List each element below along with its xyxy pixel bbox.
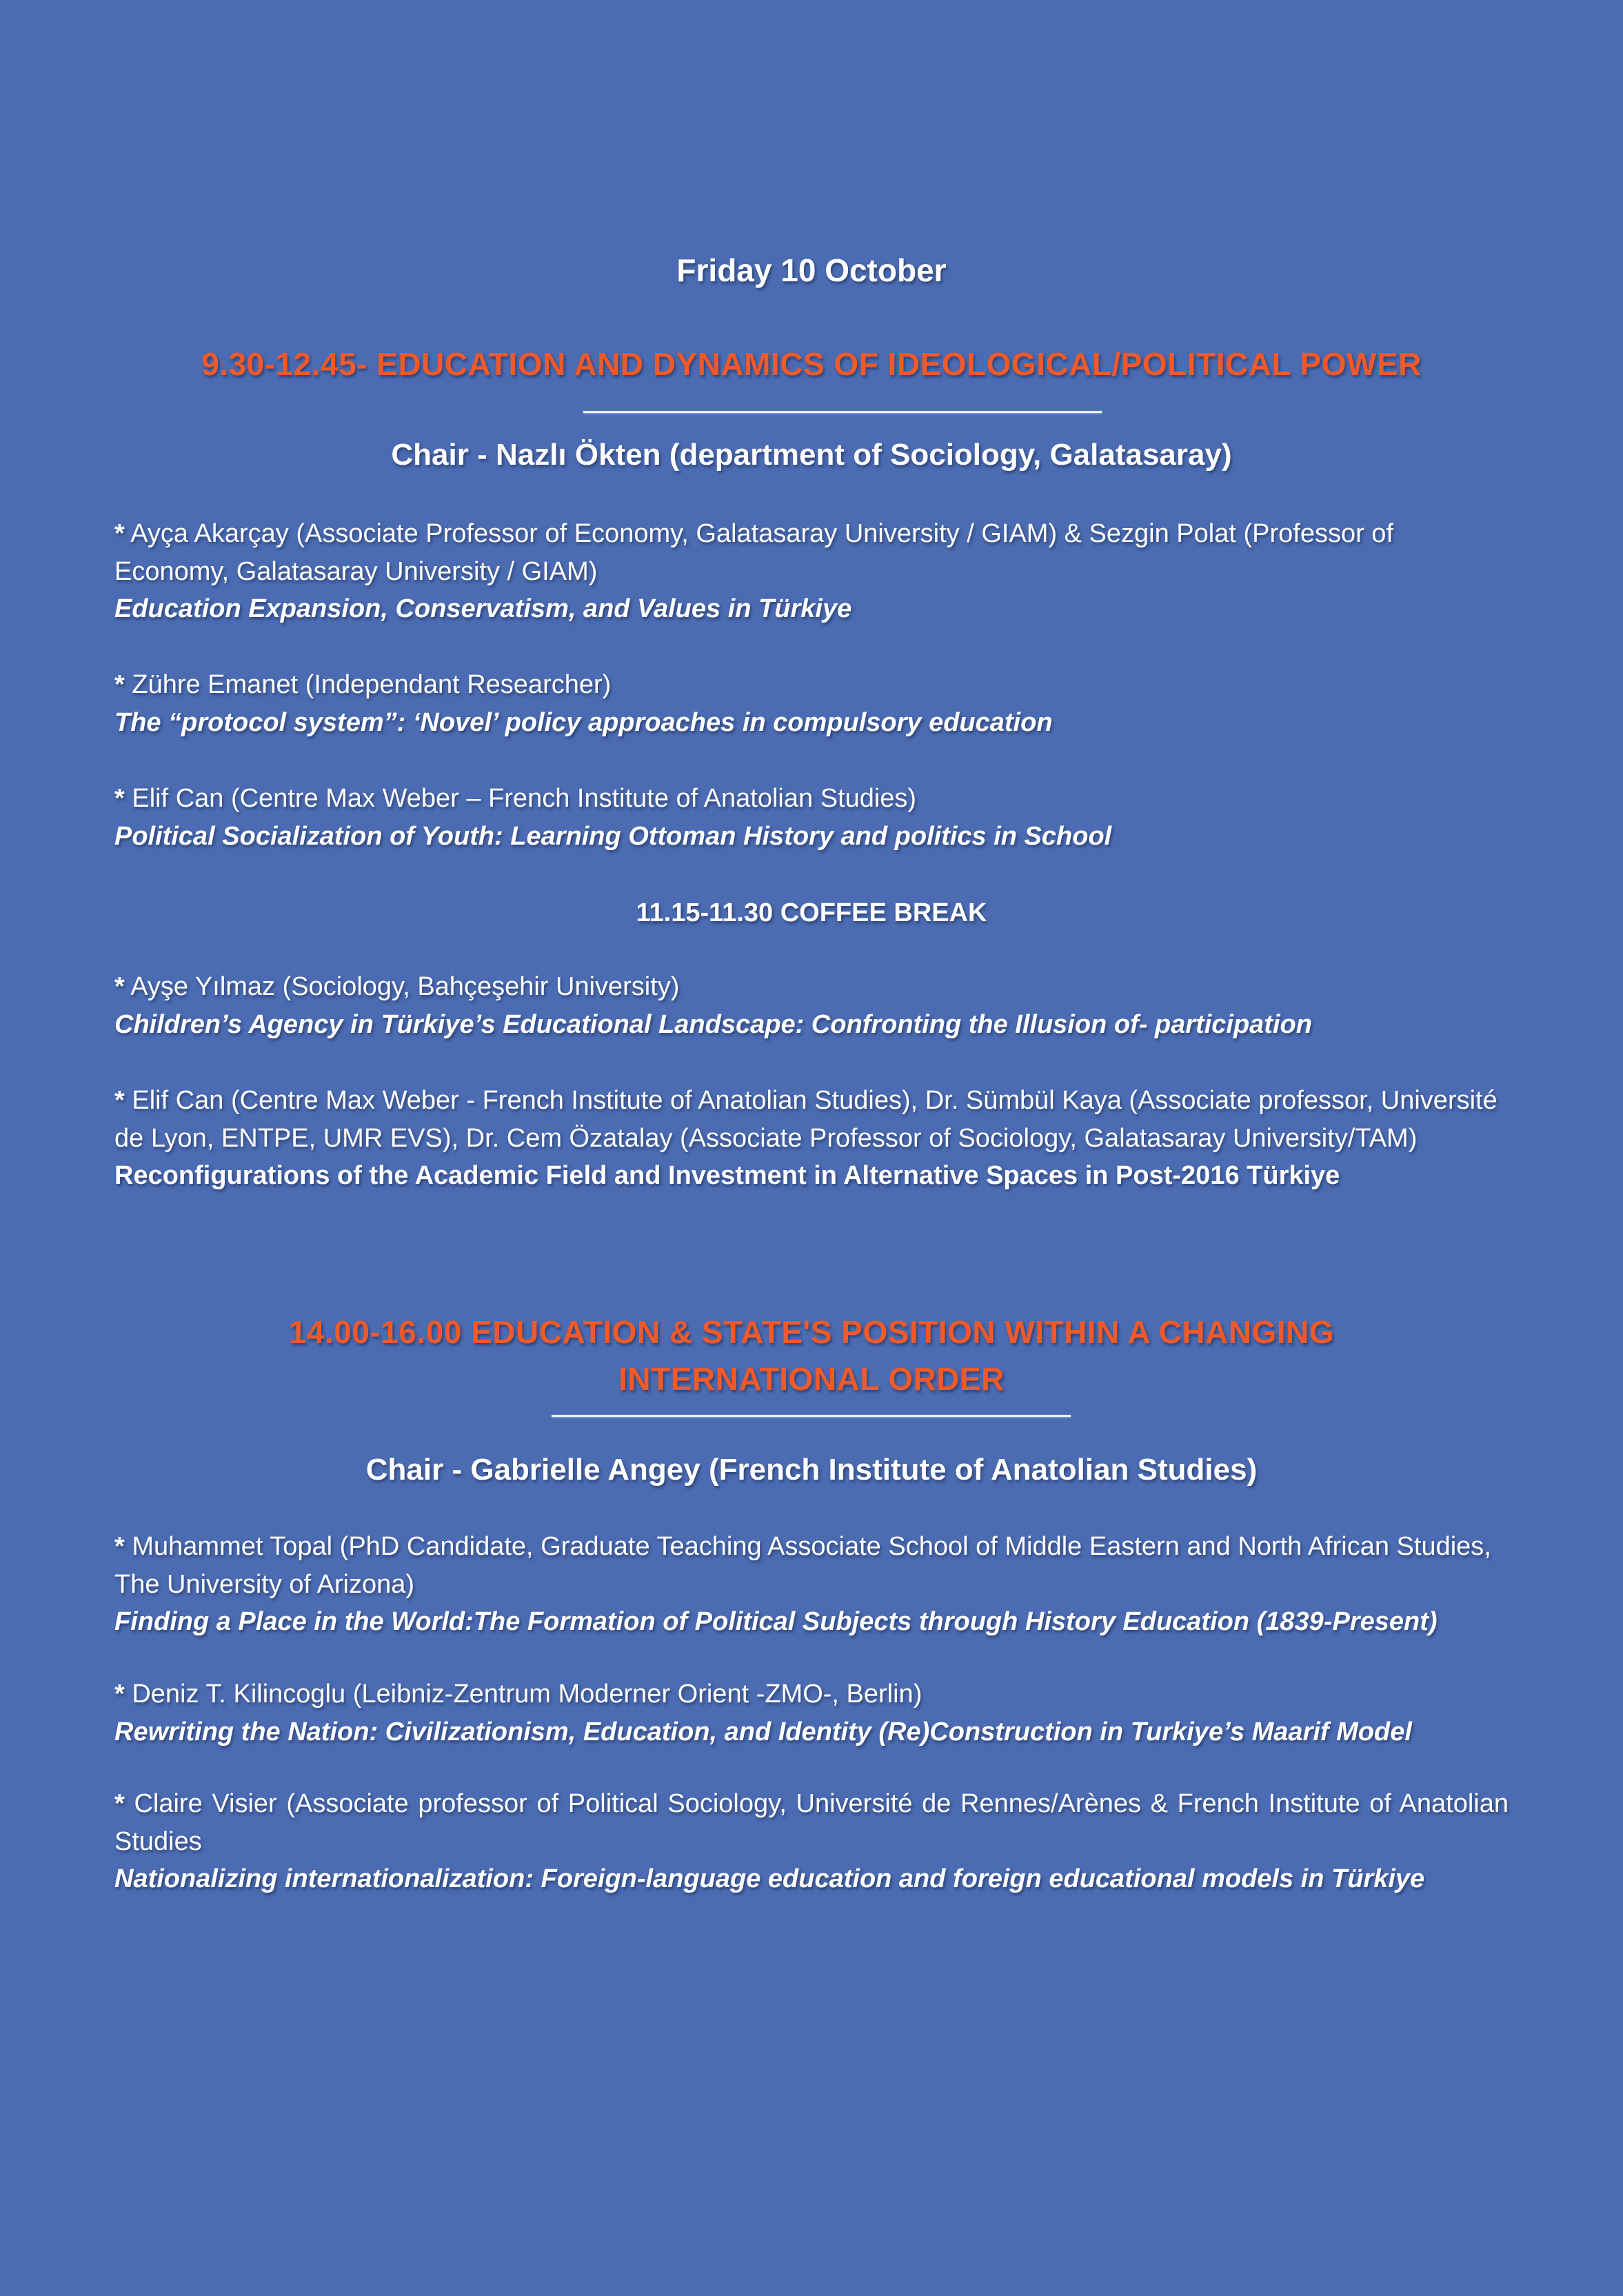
session-2-divider	[552, 1415, 1071, 1417]
presentation-item	[114, 1675, 1509, 1751]
presentation-title: The “protocol system”: ‘Novel’ policy approaches in compulsory education	[114, 707, 1053, 737]
presentation-item	[114, 1082, 1509, 1195]
session-1-divider	[583, 411, 1102, 413]
presentation-item	[114, 1785, 1509, 1898]
bullet-asterisk: *	[114, 1532, 125, 1561]
presentation-title: Education Expansion, Conservatism, and Values in Türkiye	[114, 594, 852, 623]
presentation-title: Finding a Place in the World:The Formation of Political Subjects through History Education (1839-Present)	[114, 1607, 1438, 1636]
presenter-affiliation: Claire Visier (Associate professor of Political Sociology, Université de Rennes/Arènes & French Institute of Anatolian Studies	[114, 1789, 1509, 1856]
bullet-asterisk: *	[114, 972, 125, 1001]
session-2-heading	[114, 1309, 1509, 1402]
presenter-affiliation: Zühre Emanet (Independant Researcher)	[124, 670, 612, 699]
presentation-item	[114, 515, 1509, 628]
presenter-affiliation: Elif Can (Centre Max Weber – French Institute of Anatolian Studies)	[124, 784, 917, 813]
presenter-affiliation: Deniz T. Kilincoglu (Leibniz-Zentrum Moderner Orient -ZMO-, Berlin)	[124, 1680, 923, 1709]
presentation-title: Political Socialization of Youth: Learning Ottoman History and politics in School	[114, 821, 1112, 851]
bullet-asterisk: *	[114, 1789, 125, 1818]
session-1-heading: 9.30-12.45- EDUCATION AND DYNAMICS OF IDEOLOGICAL/POLITICAL POWER	[201, 346, 1422, 382]
presentation-item	[114, 666, 1509, 741]
presentation-item	[114, 1528, 1509, 1641]
presentation-title: Rewriting the Nation: Civilizationism, Education, and Identity (Re)Construction in Turkiye’s Maarif Model	[114, 1717, 1412, 1746]
presenter-block	[114, 1785, 1509, 1860]
bullet-asterisk: *	[114, 784, 125, 813]
bullet-asterisk: *	[114, 1086, 125, 1115]
session-1-chair: Chair - Nazlı Ökten (department of Sociology, Galatasaray)	[391, 438, 1232, 472]
presenter-affiliation: Muhammet Topal (PhD Candidate, Graduate Teaching Associate School of Middle Eastern and North African Studies, The University of Arizona)	[114, 1532, 1491, 1599]
presenter-affiliation: Ayşe Yılmaz (Sociology, Bahçeşehir University)	[124, 972, 680, 1001]
presentation-item	[114, 780, 1509, 855]
session-2-heading-line-2: INTERNATIONAL ORDER	[618, 1361, 1005, 1397]
bullet-asterisk: *	[114, 670, 125, 699]
bullet-asterisk: *	[114, 519, 125, 548]
bullet-asterisk: *	[114, 1680, 125, 1709]
session-2-heading-line-1: 14.00-16.00 EDUCATION & STATE'S POSITION WITHIN A CHANGING	[288, 1314, 1335, 1350]
presentation-title: Nationalizing internationalization: Foreign-language education and foreign educational models in Türkiye	[114, 1864, 1425, 1893]
presentation-item	[114, 968, 1509, 1043]
session-2-chair: Chair - Gabrielle Angey (French Institute of Anatolian Studies)	[365, 1453, 1258, 1487]
presentation-title: Children’s Agency in Türkiye’s Educational Landscape: Confronting the Illusion of- participation	[114, 1009, 1312, 1039]
coffee-break-label: 11.15-11.30 COFFEE BREAK	[636, 898, 987, 927]
presenter-affiliation: Ayça Akarçay (Associate Professor of Economy, Galatasaray University / GIAM) & Sezgin Polat (Professor of Economy, Galatasaray University / GIAM)	[114, 519, 1393, 586]
presentation-title: Reconfigurations of the Academic Field and Investment in Alternative Spaces in Post-2016 Türkiye	[114, 1161, 1340, 1190]
presenter-affiliation: Elif Can (Centre Max Weber - French Institute of Anatolian Studies), Dr. Sümbül Kaya (Associate professor, Université de Lyon, ENTPE, UMR EVS), Dr. Cem Özatalay (Associate Professor of Sociology, Galatasaray University/TAM)	[114, 1086, 1498, 1153]
day-heading: Friday 10 October	[676, 252, 947, 288]
